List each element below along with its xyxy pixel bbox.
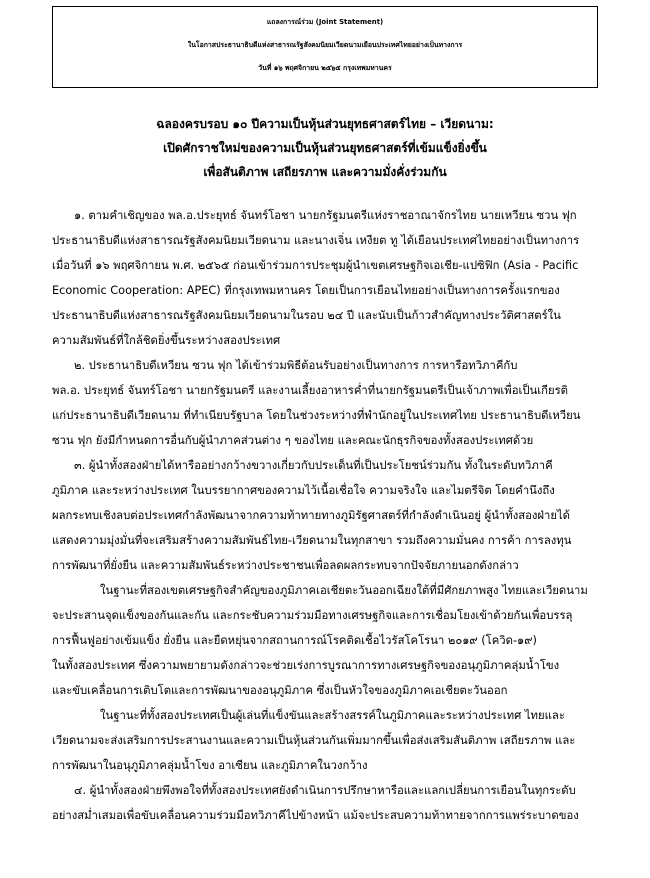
body-line: เมื่อวันที่ ๑๖ พฤศจิกายน พ.ศ. ๒๕๖๕ ก่อนเข้าร่วมการประชุมผู้นำเขตเศรษฐกิจเอเชีย-แปซิฟิก (Asia - Pacific — [52, 259, 579, 272]
header-date: วันที่ ๑๖ พฤศจิกายน ๒๕๖๕ กรุงเทพมหานคร — [258, 64, 392, 72]
body-line: พล.อ. ประยุทธ์ จันทร์โอชา นายกรัฐมนตรี และงานเลี้ยงอาหารค่ำที่นายกรัฐมนตรีเป็นเจ้าภาพเพื่อเป็นเกียรติ — [52, 384, 568, 397]
body-line: ในฐานะที่ทั้งสองประเทศเป็นผู้เล่นที่แข็งขันและสร้างสรรค์ในภูมิภาคและระหว่างประเทศ ไทยและ — [100, 709, 565, 722]
body-line: ในทั้งสองประเทศ ซึ่งความพยายามดังกล่าวจะช่วยเร่งการบูรณาการทางเศรษฐกิจของอนุภูมิภาคลุ่มน้ำโขง — [52, 659, 560, 672]
body-line: ซวน ฟุก ยังมีกำหนดการอื่นกับผู้นำภาคส่วนต่าง ๆ ของไทย และคณะนักธุรกิจของทั้งสองประเทศด้วย — [52, 434, 534, 447]
subtitle-line-3: เพื่อสันติภาพ เสถียรภาพ และความมั่งคั่งร่วมกัน — [203, 165, 447, 179]
body-line: อย่างสม่ำเสมอเพื่อขับเคลื่อนความร่วมมือทวิภาคีไปข้างหน้า แม้จะประสบความท้าทายจากการแพร่ระบาดของ — [52, 809, 579, 822]
body-line: แสดงความมุ่งมั่นที่จะเสริมสร้างความสัมพันธ์ไทย-เวียดนามในทุกสาขา รวมถึงความมั่นคง การค้า การลงทุน — [52, 534, 572, 547]
body-line: การฟื้นฟูอย่างเข้มแข็ง ยั่งยืน และยืดหยุ่นจากสถานการณ์โรคติดเชื้อไวรัสโคโรนา ๒๐๑๙ (โควิด-๑๙) — [52, 634, 537, 647]
body-line: การพัฒนาในอนุภูมิภาคลุ่มน้ำโขง อาเซียน และภูมิภาคในวงกว้าง — [52, 759, 368, 772]
body-line: ๒. ประธานาธิบดีเหวียน ซวน ฟุก ได้เข้าร่วมพิธีต้อนรับอย่างเป็นทางการ การหารือทวิภาคีกับ — [74, 359, 518, 372]
body-line: และขับเคลื่อนการเติบโตและการพัฒนาของอนุภูมิภาค ซึ่งเป็นหัวใจของภูมิภาคเอเชียตะวันออก — [52, 684, 508, 697]
body-line: ๑. ตามคำเชิญของ พล.อ.ประยุทธ์ จันทร์โอชา นายกรัฐมนตรีแห่งราชอาณาจักรไทย นายเหวียน ซวน ฟุก — [74, 209, 577, 222]
body-line: Economic Cooperation: APEC) ที่กรุงเทพมหานคร โดยเป็นการเยือนไทยอย่างเป็นทางการครั้งแรกของ — [52, 284, 560, 297]
body-line: ๔. ผู้นำทั้งสองฝ่ายพึงพอใจที่ทั้งสองประเทศยังดำเนินการปรึกษาหารือและแลกเปลี่ยนการเยือนในทุกระดับ — [74, 784, 576, 797]
body-line: จะประสานจุดแข็งของกันและกัน และกระชับความร่วมมือทางเศรษฐกิจและการเชื่อมโยงเข้าด้วยกันเพื่อบรรลุ — [52, 609, 573, 622]
body-line: เวียดนามจะส่งเสริมการประสานงานและความเป็นหุ้นส่วนกันเพิ่มมากขึ้นเพื่อส่งเสริมสันติภาพ เสถียรภาพ และ — [52, 734, 576, 747]
body-line: ผลกระทบเชิงลบต่อประเทศกำลังพัฒนาจากความท้าทายทางภูมิรัฐศาสตร์ที่กำลังดำเนินอยู่ ผู้นำทั้งสองฝ่ายได้ — [52, 509, 571, 522]
body-line: ประธานาธิบดีแห่งสาธารณรัฐสังคมนิยมเวียดนาม และนางเจิ่น เหงียต ทู ได้เยือนประเทศไทยอย่างเป็นทางการ — [52, 234, 580, 247]
header-box — [52, 6, 598, 88]
header-title: แถลงการณ์ร่วม (Joint Statement) — [266, 18, 384, 26]
body-line: ประธานาธิบดีแห่งสาธารณรัฐสังคมนิยมเวียดนามในรอบ ๒๔ ปี และนับเป็นก้าวสำคัญทางประวัติศาสตร์ใน — [52, 309, 561, 322]
body-line: ความสัมพันธ์ที่ใกล้ชิดยิ่งขึ้นระหว่างสองประเทศ — [52, 334, 281, 347]
body-line: ในฐานะที่สองเขตเศรษฐกิจสำคัญของภูมิภาคเอเชียตะวันออกเฉียงใต้ที่มีศักยภาพสูง ไทยและเวียดนาม — [100, 584, 588, 597]
subtitle-line-2: เปิดศักราชใหม่ของความเป็นหุ้นส่วนยุทธศาสตร์ที่เข้มแข็งยิ่งขึ้น — [163, 141, 487, 155]
body-line: แก่ประธานาธิบดีเวียดนาม ที่ทำเนียบรัฐบาล โดยในช่วงระหว่างที่พำนักอยู่ในประเทศไทย ประธานาธิบดีเหวียน — [52, 409, 581, 422]
subtitle-line-1: ฉลองครบรอบ ๑๐ ปีความเป็นหุ้นส่วนยุทธศาสตร์ไทย – เวียดนาม: — [156, 117, 494, 131]
body-line: ๓. ผู้นำทั้งสองฝ่ายได้หารืออย่างกว้างขวางเกี่ยวกับประเด็นที่เป็นประโยชน์ร่วมกัน ทั้งในระดับทวิภาคี — [74, 459, 553, 472]
header-occasion: ในโอกาสประธานาธิบดีแห่งสาธารณรัฐสังคมนิยมเวียดนามเยือนประเทศไทยอย่างเป็นทางการ — [187, 41, 463, 49]
body-line: ภูมิภาค และระหว่างประเทศ ในบรรยากาศของความไว้เนื้อเชื่อใจ ความจริงใจ และไมตรีจิต โดยคำนึงถึง — [52, 484, 555, 497]
body-line: การพัฒนาที่ยั่งยืน และความสัมพันธ์ระหว่างประชาชนเพื่อลดผลกระทบจากปัจจัยภายนอกดังกล่าว — [52, 559, 519, 572]
